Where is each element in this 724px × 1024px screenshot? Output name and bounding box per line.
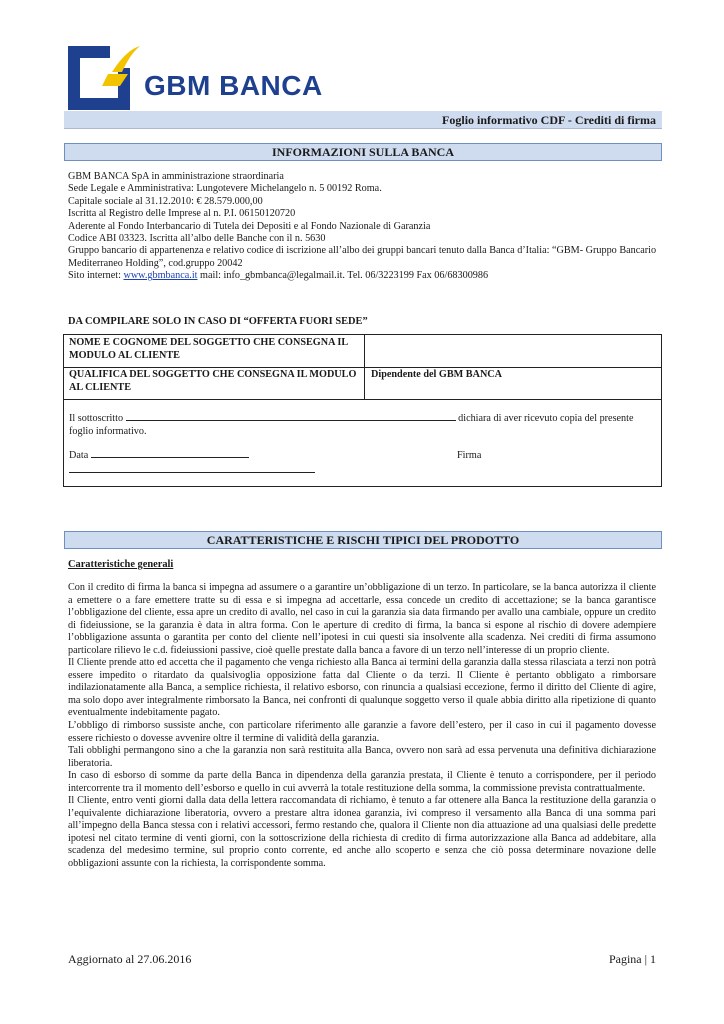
section-header-bank-info [64, 143, 662, 161]
offsite-offer-title: DA COMPILARE SOLO IN CASO DI “OFFERTA FUORI SEDE” [68, 316, 368, 327]
paragraph: Con il credito di firma la banca si impegna ad assumere o a garantire un’obbligazione di un terzo. In particolare, se la banca autorizza il cliente a emettere o a fare emettere tratte su di essa e si impegna ad accettarle, essa concede un credito di accettazione; se la banca garantisce l’obbligazione del cliente, essa apre un credito di avallo, nel caso in cui la garanzia sia data firmando per avallo una cambiale, oppure un credito di fideiussione, se la garanzia è data in altra forma. Con le aperture di credito di firma, la banca si espone al rischio di dovere adempiere l’obbligazione assunta o garantita per conto del cliente nell’ipotesi in cui questi sia insolvente alla scadenza. Nei crediti di firma assumono particolare rilievo le c.d. fideiussioni passive, cioè quelle prestate dalla banca a favore di un terzo nell’interesse di un proprio cliente. [68, 582, 656, 656]
undersigned-name-field[interactable] [126, 420, 456, 421]
bank-info-line: Gruppo bancario di appartenenza e relativo codice di iscrizione all’albo dei gruppi bancari tenuto dalla Banca d’Italia: “GBM- Gruppo Bancario Mediterraneo Holding”, cod.gruppo 20042 [68, 245, 657, 269]
signature-line-field[interactable] [69, 472, 315, 473]
bank-info-line: Capitale sociale al 31.12.2010: € 28.579.000,00 [68, 195, 263, 207]
website-link[interactable]: www.gbmbanca.it [123, 270, 198, 282]
deliverer-name-label: NOME E COGNOME DEL SOGGETTO CHE CONSEGNA IL MODULO AL CLIENTE [69, 337, 348, 361]
bank-info-line: Aderente al Fondo Interbancario di Tutela dei Depositi e al Fondo Nazionale di Garanzia [68, 220, 431, 232]
paragraph: L’obbligo di rimborso sussiste anche, con particolare riferimento alle garanzie a favore dell’estero, per il caso in cui il pagamento dovesse essere richiesto o dovesse avvenire oltre il termine di validità della garanzia. [68, 720, 656, 744]
declaration-suffix: dichiara di aver ricevuto copia del presente foglio informativo. [69, 413, 634, 437]
offsite-form-table [63, 334, 662, 487]
declaration-prefix: Il sottoscritto [69, 413, 126, 424]
paragraph: In caso di esborso di somme da parte della Banca in dipendenza della garanzia prestata, il Cliente è tenuto a corrispondere, per il periodo intercorrente tra il momento dell’esborso e quello in cui avverrà la totale restituzione della somma, la commissione prevista contrattualmente. [68, 770, 656, 794]
gbm-logo-icon [68, 44, 140, 112]
site-prefix: Sito internet: [68, 270, 124, 282]
brand-name: GBM BANCA [144, 70, 323, 101]
document-title: Foglio informativo CDF - Crediti di firma [442, 113, 656, 127]
section-title: INFORMAZIONI SULLA BANCA [271, 145, 455, 159]
bank-contact-line [68, 270, 658, 282]
bank-info-block [68, 171, 658, 283]
product-description [68, 582, 656, 871]
paragraph: Il Cliente prende atto ed accetta che il pagamento che venga richiesto alla Banca ai termini della garanzia dalla stessa rilasciata a terzi non potrà essere impedito o ritardato da qualsivoglia opposizione fatta dal Cliente o da terzi. Il Cliente è pertanto obbligato a rimborsare indilazionatamente alla Banca, a semplice richiesta, il relativo esborso, con rinuncia a qualsiasi eccezione, fermo il diritto del Cliente di agire, ma solo dopo aver integralmente rimborsato la Banca, nei confronti di qualunque soggetto verso il quale abbia diritto alla ripetizione di quanto eventualmente indebitamente pagato. [68, 657, 656, 719]
paragraph: Tali obblighi permangono sino a che la garanzia non sarà restituita alla Banca, ovvero non sarà ad essa pervenuta una definitiva dichiarazione liberatoria. [68, 745, 656, 769]
deliverer-name-field[interactable] [368, 337, 658, 365]
section-header-product [64, 531, 662, 549]
bank-info-line: GBM BANCA SpA in amministrazione straordinaria [68, 171, 284, 182]
paragraph: Il Cliente, entro venti giorni dalla data della lettera raccomandata di richiamo, è tenuto a far ottenere alla Banca la restituzione della garanzia o l’equivalente dichiarazione liberatoria, ovvero a prestare altra idonea garanzia, ivi compreso il versamento alla Banca di una somma pari all’impegno della Banca stessa con i relativi accessori, fermo restando che, qualora il Cliente non dia attuazione ad una qualsiasi delle predette ipotesi nel citato termine di venti giorni, con la sottoscrizione della richiesta di credito di firma autorizzazione alla Banca ad addebitare, alla scadenza del medesimo termine, sul proprio conto corrente, ed anche allo scoperto e senza che ciò possa determinare novazione delle obbligazioni assunte con la richiesta, la corrispondente somma. [68, 795, 656, 870]
declaration-text [69, 412, 657, 438]
deliverer-role-value: Dipendente del GBM BANCA [371, 369, 503, 380]
date-row [69, 449, 249, 462]
document-title-band [64, 111, 662, 129]
bank-info-line: Iscritta al Registro delle Imprese al n. P.I. 06150120720 [68, 208, 296, 220]
bank-logo [64, 40, 344, 112]
subsection-title: Caratteristiche generali [68, 559, 174, 570]
deliverer-role-label: QUALIFICA DEL SOGGETTO CHE CONSEGNA IL MODULO AL CLIENTE [69, 369, 357, 393]
section-title: CARATTERISTICHE E RISCHI TIPICI DEL PRODOTTO [206, 533, 520, 547]
contact-details: mail: info_gbmbanca@legalmail.it. Tel. 06/3223199 Fax 06/68300986 [197, 270, 489, 282]
form-row-divider [64, 399, 661, 400]
updated-date: Aggiornato al 27.06.2016 [68, 952, 192, 966]
date-field[interactable] [91, 457, 249, 458]
signature-label: Firma [457, 450, 482, 461]
bank-info-line: Codice ABI 03323. Iscritta all’albo delle Banche con il n. 5630 [68, 233, 326, 245]
bank-info-line: Sede Legale e Amministrativa: Lungotevere Michelangelo n. 5 00192 Roma. [68, 183, 382, 195]
form-row-divider [64, 367, 661, 368]
date-label: Data [69, 450, 89, 461]
page-number: Pagina | 1 [608, 952, 656, 966]
